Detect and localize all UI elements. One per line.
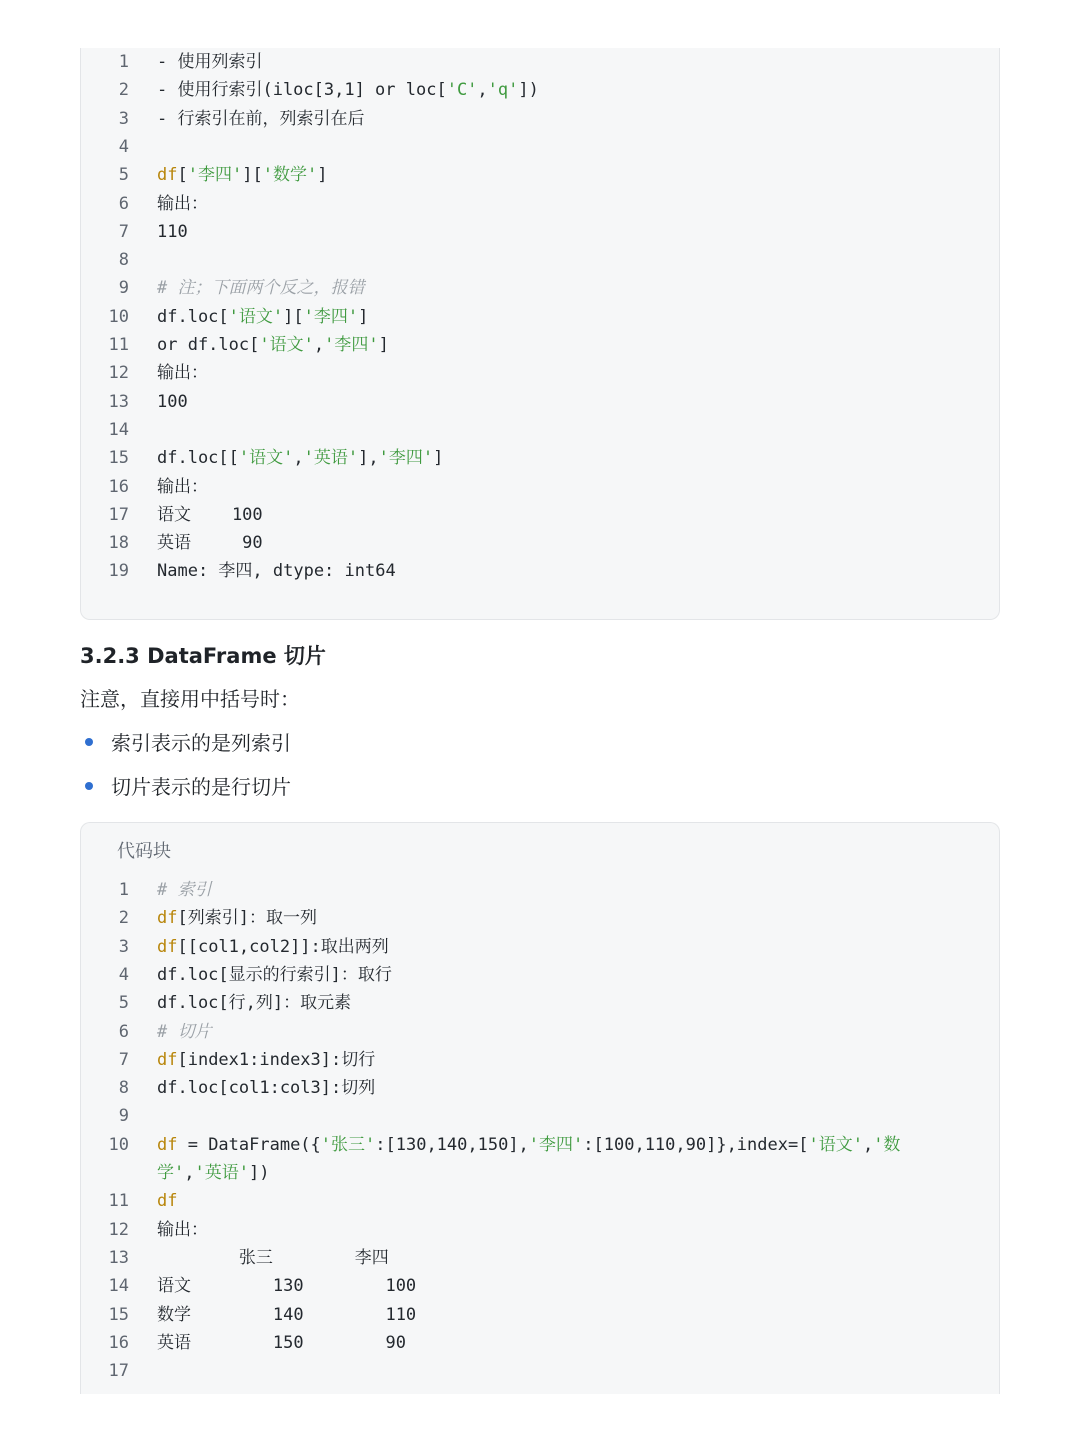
- line-number: 5: [118, 165, 129, 186]
- code-line: [81, 190, 981, 218]
- code-token: 学': [157, 1163, 185, 1183]
- code-token: '语文': [228, 306, 284, 327]
- code-token: '数: [873, 1134, 901, 1155]
- line-number: 17: [108, 504, 129, 525]
- line-number: 6: [118, 193, 129, 214]
- code-line: [81, 1018, 981, 1046]
- code-token: 语文 130 100: [157, 1276, 417, 1297]
- line-number: 10: [108, 1134, 129, 1155]
- code-text: [157, 1074, 375, 1102]
- code-text: [157, 1131, 900, 1159]
- code-line: [81, 303, 981, 331]
- code-token: df.loc[col1:col3]:切列: [157, 1078, 376, 1099]
- code-token: '张三': [320, 1134, 376, 1155]
- code-token: - 行索引在前，列索引在后: [157, 108, 365, 129]
- line-number: 9: [118, 278, 129, 299]
- code-line: [81, 246, 981, 274]
- code-token: df.loc[[: [157, 448, 239, 469]
- line-number: 5: [118, 993, 129, 1014]
- code-line: [81, 1187, 981, 1215]
- code-line: [81, 133, 981, 161]
- code-token: '李四': [303, 306, 359, 327]
- line-number: 8: [118, 250, 129, 271]
- line-number: 12: [108, 1219, 129, 1240]
- line-number: 2: [118, 908, 129, 929]
- code-token: :[130,140,150],: [375, 1134, 529, 1155]
- code-line: [81, 1046, 981, 1074]
- code-text: [157, 388, 188, 416]
- code-block-1: [80, 48, 1000, 620]
- line-number: 7: [118, 1049, 129, 1070]
- code-line: [81, 331, 981, 359]
- code-token: [[col1,col2]]:取出两列: [177, 936, 389, 957]
- code-line: [81, 473, 981, 501]
- line-number: 6: [118, 1021, 129, 1042]
- code-text: [157, 1159, 269, 1187]
- code-line: [81, 1159, 981, 1187]
- code-text: [157, 359, 208, 387]
- line-number: 8: [118, 1078, 129, 1099]
- code-text: [157, 76, 539, 104]
- code-token: ]): [518, 80, 539, 101]
- line-number: 9: [118, 1106, 129, 1127]
- code-line: [81, 1102, 981, 1130]
- code-token: '语文': [808, 1134, 863, 1155]
- code-token: df: [157, 1134, 178, 1155]
- code-text: [157, 1046, 375, 1074]
- code-token: ,: [184, 1163, 195, 1183]
- code-line: [81, 1357, 981, 1385]
- code-block-title: 代码块: [117, 841, 171, 862]
- code-text: [157, 1272, 416, 1300]
- line-number: 17: [108, 1361, 129, 1382]
- line-number: 14: [108, 1276, 129, 1297]
- code-text: [157, 303, 368, 331]
- code-text: [157, 444, 443, 472]
- code-token: 输出：: [157, 476, 208, 497]
- code-text: [157, 218, 188, 246]
- code-token: ],: [358, 448, 379, 469]
- code-text: [157, 473, 208, 501]
- code-line: [81, 1244, 981, 1272]
- code-token: ]: [378, 335, 389, 355]
- line-number: 14: [108, 419, 129, 440]
- code-text: [157, 1244, 389, 1272]
- code-token: 输出：: [157, 1219, 208, 1240]
- code-token: df.loc[行,列]：取元素: [157, 993, 352, 1014]
- code-line: [81, 1216, 981, 1244]
- line-number: 18: [108, 533, 129, 554]
- line-number: 4: [118, 136, 129, 157]
- line-number: 19: [108, 561, 129, 582]
- line-number: 7: [118, 221, 129, 242]
- code-line: [81, 501, 981, 529]
- code-line: [81, 989, 981, 1017]
- code-text: [157, 161, 327, 189]
- code-token: [列索引]：取一列: [177, 908, 317, 929]
- code-text: [157, 904, 317, 932]
- code-line: [81, 218, 981, 246]
- code-line: [81, 1074, 981, 1102]
- code-text: [157, 274, 364, 302]
- code-text: [157, 989, 351, 1017]
- code-token: '语文': [259, 335, 314, 355]
- bullet-dot-icon: [85, 738, 93, 746]
- code-text: [157, 961, 392, 989]
- code-token: df.loc[: [157, 306, 229, 327]
- code-token: df: [157, 1049, 178, 1070]
- section-heading: 3.2.3 DataFrame 切片: [80, 644, 326, 668]
- code-token: df: [157, 936, 178, 957]
- code-line: [81, 388, 981, 416]
- code-text: [157, 557, 396, 585]
- code-token: 'C': [446, 80, 478, 101]
- line-number: 12: [108, 363, 129, 384]
- code-token: '英语': [194, 1163, 249, 1183]
- code-token: 'q': [487, 80, 519, 101]
- code-line: [81, 529, 981, 557]
- line-number: 3: [118, 108, 129, 129]
- code-text: [157, 1187, 177, 1215]
- code-token: ]): [248, 1163, 270, 1183]
- code-token: = DataFrame({: [177, 1134, 321, 1155]
- code-token: [: [177, 165, 188, 186]
- line-number: 16: [108, 476, 129, 497]
- code-block-2: [80, 822, 1000, 1394]
- code-text: [157, 1018, 211, 1046]
- code-line: [81, 274, 981, 302]
- code-text: [157, 501, 263, 529]
- code-token: [index1:index3]:切行: [177, 1049, 376, 1070]
- code-line: [81, 904, 981, 932]
- code-line: [81, 161, 981, 189]
- code-line: [81, 76, 981, 104]
- code-line: [81, 961, 981, 989]
- line-number: 11: [108, 335, 129, 355]
- code-token: '李四': [528, 1134, 584, 1155]
- code-text: [157, 105, 364, 133]
- code-text: [157, 190, 208, 218]
- code-token: '语文': [238, 448, 294, 469]
- line-number: 1: [118, 52, 129, 72]
- code-token: or df.loc[: [157, 335, 260, 355]
- code-line: [81, 416, 981, 444]
- line-number: 13: [108, 391, 129, 412]
- code-token: df: [157, 908, 178, 929]
- code-token: # 注；下面两个反之，报错: [157, 278, 365, 299]
- code-line: [81, 48, 981, 76]
- code-token: 100: [157, 391, 188, 412]
- code-token: 英语 90: [157, 533, 263, 554]
- line-number: 1: [118, 880, 129, 900]
- line-number: 10: [108, 306, 129, 327]
- code-token: df.loc[显示的行索引]：取行: [157, 964, 392, 985]
- line-number: 15: [108, 448, 129, 469]
- code-line: [81, 1272, 981, 1300]
- code-token: 输出：: [157, 363, 208, 384]
- line-number: 13: [108, 1247, 129, 1268]
- code-line: [81, 444, 981, 472]
- code-token: Name: 李四, dtype: int64: [157, 561, 396, 582]
- code-token: 英语 150 90: [157, 1332, 406, 1353]
- code-token: ,: [313, 335, 325, 355]
- code-token: '李四': [187, 165, 243, 186]
- code-token: ][: [283, 306, 304, 327]
- code-text: [157, 1301, 416, 1329]
- code-token: df: [157, 165, 178, 186]
- line-number: 2: [118, 80, 129, 101]
- code-token: '李四': [324, 335, 379, 355]
- code-line: [81, 105, 981, 133]
- code-token: 数学 140 110: [157, 1304, 417, 1325]
- line-number: 3: [118, 936, 129, 957]
- code-token: 110: [157, 221, 188, 242]
- code-text: [157, 1329, 406, 1357]
- code-token: ,: [477, 80, 488, 101]
- code-line: [81, 876, 981, 904]
- code-line: [81, 557, 981, 585]
- code-text: [157, 933, 389, 961]
- bullet-dot-icon: [85, 782, 93, 790]
- code-text: [157, 48, 262, 76]
- line-number: 4: [118, 964, 129, 985]
- code-line: [81, 1329, 981, 1357]
- code-token: ,: [293, 448, 304, 469]
- code-token: '数学': [262, 165, 318, 186]
- bullet-text: 索引表示的是列索引: [111, 731, 291, 755]
- code-token: ]: [358, 306, 369, 327]
- line-number: 16: [108, 1332, 129, 1353]
- code-text: [157, 876, 211, 904]
- code-token: ][: [242, 165, 263, 186]
- code-line: [81, 359, 981, 387]
- code-text: [157, 529, 263, 557]
- code-line: [81, 1301, 981, 1329]
- code-text: [157, 1216, 208, 1244]
- code-token: '英语': [303, 448, 359, 469]
- bullet-text: 切片表示的是行切片: [111, 775, 291, 799]
- code-token: ]: [433, 448, 444, 469]
- code-token: 语文 100: [157, 504, 263, 525]
- section-note: 注意，直接用中括号时：: [80, 687, 300, 711]
- code-token: 张三 李四: [157, 1247, 389, 1268]
- code-token: '李四': [378, 448, 434, 469]
- code-text: [157, 331, 389, 359]
- code-token: 输出：: [157, 193, 208, 214]
- code-token: - 使用列索引: [157, 52, 263, 72]
- code-token: # 索引: [157, 880, 212, 900]
- code-token: - 使用行索引(iloc[3,1] or loc[: [157, 80, 447, 101]
- code-token: df: [157, 1191, 178, 1212]
- code-token: ,: [862, 1134, 874, 1155]
- code-token: ]: [317, 165, 328, 186]
- code-token: # 切片: [157, 1021, 212, 1042]
- code-line: [81, 933, 981, 961]
- code-line: [81, 1131, 981, 1159]
- line-number: 11: [108, 1191, 129, 1212]
- code-token: :[100,110,90]},index=[: [583, 1134, 809, 1155]
- line-number: 15: [108, 1304, 129, 1325]
